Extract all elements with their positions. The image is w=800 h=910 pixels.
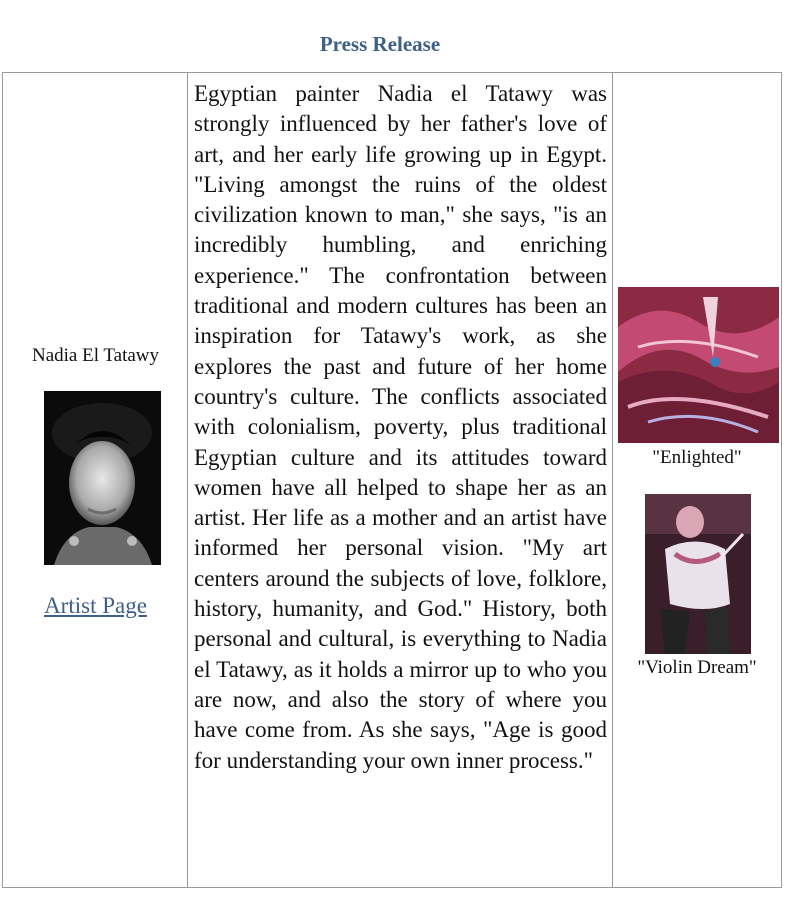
caption-violin-dream: "Violin Dream" bbox=[637, 657, 757, 678]
article-body: Egyptian painter Nadia el Tatawy was strongly influenced by her father's love of art, and her early life growing up in Egypt. "Living amongst the ruins of the oldest civilization known to man," she says, "is an incredibly humbling, and enriching experience." The confrontation between traditional and modern cultures has been an inspiration for Tatawy's work, as she explores the past and future of her home country's culture. The conflicts associated with colonialism, poverty, plus traditional Egyptian culture and its attitudes toward women have all helped to shape her as an artist. Her life as a mother and an artist have informed her personal vision. "My art centers around the subjects of love, folklore, history, humanity, and God." History, both personal and cultural, is everything to Nadia el Tatawy, as it holds a mirror up to who you are now, and also the story of where you have come from. As she says, "Age is good for understanding your own inner process." bbox=[194, 81, 607, 773]
artist-name: Nadia El Tatawy bbox=[31, 345, 160, 366]
artist-portrait bbox=[44, 391, 161, 565]
article-column bbox=[188, 73, 613, 887]
page-title: Press Release bbox=[319, 32, 441, 56]
artwork-column bbox=[613, 73, 781, 887]
press-release-table bbox=[2, 72, 782, 888]
caption-enlighted: "Enlighted" bbox=[652, 447, 742, 468]
artist-column bbox=[3, 73, 188, 887]
painting-violin-dream bbox=[645, 494, 751, 654]
artist-page-link[interactable]: Artist Page bbox=[44, 593, 147, 618]
painting-enlighted bbox=[618, 287, 779, 443]
